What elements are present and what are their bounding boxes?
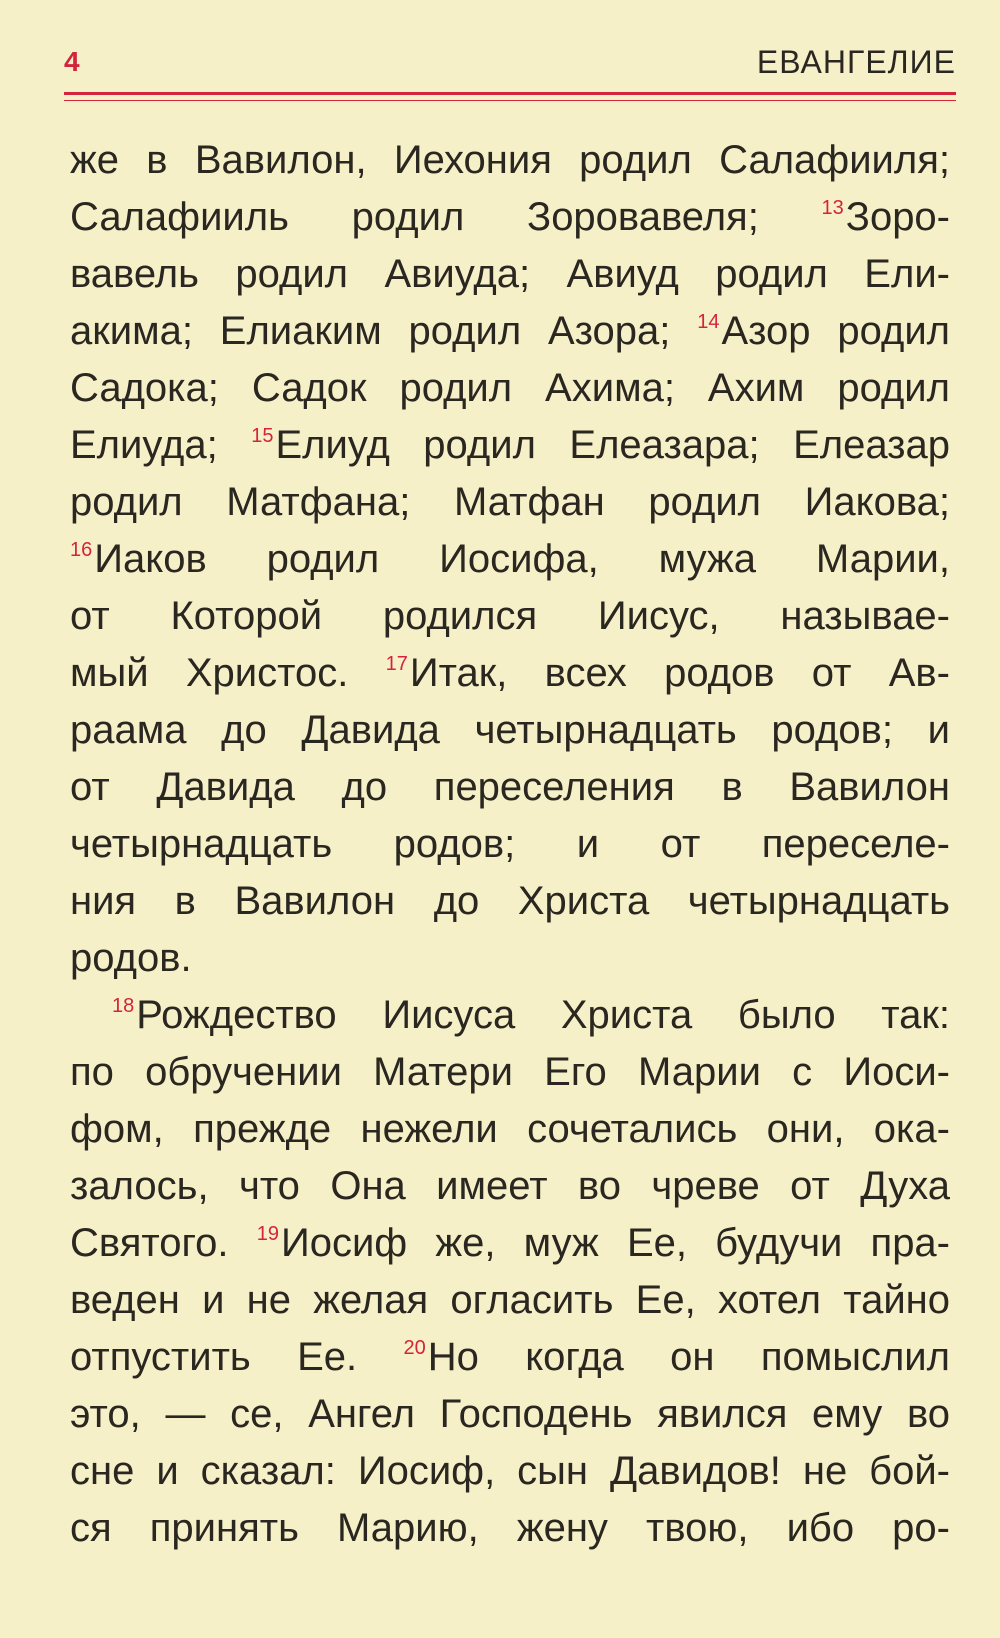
verse-number: 17 <box>385 653 408 675</box>
text-segment: же в Вавилон, Иехония родил Салафииля; <box>70 138 950 182</box>
page-number: 4 <box>64 46 80 77</box>
verse-number: 16 <box>70 539 93 561</box>
text-segment: отпустить Ее. <box>70 1335 404 1379</box>
text-segment: от Давида до переселения в Вавилон <box>70 765 950 809</box>
text-segment: Зоро- <box>845 195 950 239</box>
text-segment: мый Христос. <box>70 651 386 695</box>
text-segment: Азор родил <box>721 309 950 353</box>
text-line <box>70 816 950 873</box>
scripture-text <box>70 132 950 1557</box>
text-line <box>70 360 950 417</box>
text-segment: залось, что Она имеет во чреве от Духа <box>70 1164 950 1208</box>
text-segment: Елиуд родил Елеазара; Елеазар <box>275 423 950 467</box>
verse-number: 15 <box>251 425 274 447</box>
text-line <box>70 1215 950 1272</box>
verse-number: 13 <box>821 197 844 219</box>
text-line <box>70 246 950 303</box>
text-segment: родов. <box>70 936 192 980</box>
text-line <box>70 1500 950 1557</box>
verse-number: 20 <box>403 1337 426 1359</box>
text-line <box>70 588 950 645</box>
text-line <box>70 1044 950 1101</box>
text-line <box>70 987 950 1044</box>
text-segment: по обручении Матери Его Марии с Иоси- <box>70 1050 950 1094</box>
text-segment: раама до Давида четырнадцать родов; и <box>70 708 950 752</box>
text-line <box>70 873 950 930</box>
header-rule-thin <box>64 100 956 101</box>
text-line <box>70 189 950 246</box>
text-line <box>70 1443 950 1500</box>
verse-number: 19 <box>256 1223 279 1245</box>
text-line <box>70 132 950 189</box>
header-rule-thick <box>64 92 956 95</box>
text-segment: родил Матфана; Матфан родил Иакова; <box>70 480 950 524</box>
text-segment: акима; Елиаким родил Азора; <box>70 309 698 353</box>
text-segment: Святого. <box>70 1221 257 1265</box>
text-line <box>70 417 950 474</box>
text-line <box>70 1158 950 1215</box>
text-line <box>70 645 950 702</box>
text-line <box>70 531 950 588</box>
text-line <box>70 474 950 531</box>
text-segment: Но когда он помыслил <box>427 1335 950 1379</box>
text-segment: фом, прежде нежели сочетались они, ока- <box>70 1107 950 1151</box>
text-segment: сне и сказал: Иосиф, сын Давидов! не бой- <box>70 1449 950 1493</box>
text-segment: четырнадцать родов; и от переселе- <box>70 822 950 866</box>
text-segment: Рождество Иисуса Христа было так: <box>136 993 950 1037</box>
text-segment: ния в Вавилон до Христа четырнадцать <box>70 879 950 923</box>
text-line <box>70 1386 950 1443</box>
text-segment: от Которой родился Иисус, называе- <box>70 594 950 638</box>
text-line <box>70 702 950 759</box>
verse-number: 18 <box>112 995 135 1017</box>
text-segment: Елиуда; <box>70 423 252 467</box>
text-segment: веден и не желая огласить Ее, хотел тайно <box>70 1278 950 1322</box>
text-line <box>70 303 950 360</box>
text-line <box>70 1101 950 1158</box>
text-segment: вавель родил Авиуда; Авиуд родил Ели- <box>70 252 950 296</box>
text-line <box>70 1272 950 1329</box>
text-line <box>70 759 950 816</box>
text-segment: ся принять Марию, жену твою, ибо ро- <box>70 1506 950 1550</box>
text-segment: Садока; Садок родил Ахима; Ахим родил <box>70 366 950 410</box>
text-segment: это, — се, Ангел Господень явился ему во <box>70 1392 950 1436</box>
page-header <box>64 40 956 84</box>
text-line <box>70 930 950 987</box>
text-segment: Иосиф же, муж Ее, будучи пра- <box>280 1221 951 1265</box>
running-head: ЕВАНГЕЛИЕ <box>756 44 956 80</box>
text-segment: Иаков родил Иосифа, мужа Марии, <box>94 537 950 581</box>
text-segment: Итак, всех родов от Ав- <box>409 651 950 695</box>
text-line <box>70 1329 950 1386</box>
text-segment: Салафииль родил Зоровавеля; <box>70 195 822 239</box>
verse-number: 14 <box>697 311 720 333</box>
